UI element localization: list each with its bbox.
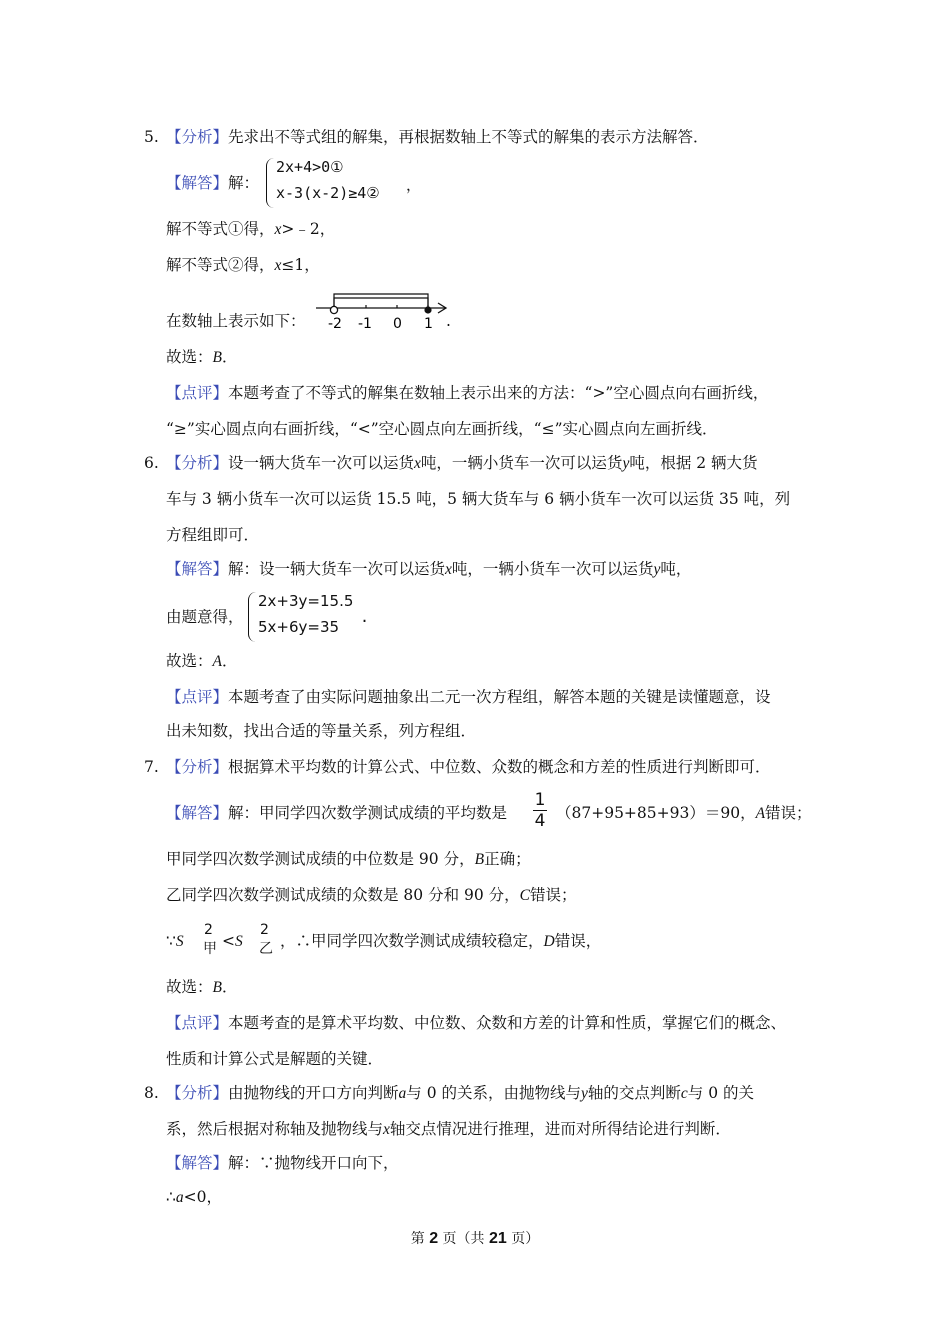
page-footer: 第 2 页（共 21 页） — [410, 1230, 540, 1247]
q7-line-2: 甲同学四次数学测试成绩的中位数是 90 分，B正确； — [166, 850, 531, 868]
solution-tag: 【解答】 — [166, 804, 229, 822]
q7-comment-1: 【点评】本题考查的是算术平均数、中位数、众数和方差的计算和性质，掌握它们的概念、 — [166, 1014, 787, 1032]
open-circle-icon — [330, 306, 337, 313]
variance-sup: 2 — [204, 922, 213, 938]
solid-dot-icon — [424, 306, 431, 313]
solution-bracket-upper — [334, 294, 428, 308]
q5-step2: 解不等式②得，x≤1， — [166, 256, 320, 274]
comment-tag: 【点评】 — [166, 688, 229, 706]
q7-analysis: 【分析】根据算术平均数的计算公式、中位数、众数的概念和方差的性质进行判断即可． — [166, 758, 771, 776]
q7-solution-cont: （87+95+85+93）＝90，A错误； — [556, 804, 812, 822]
comment-tag: 【点评】 — [166, 384, 229, 402]
q8-analysis-2: 系，然后根据对称轴及抛物线与x轴交点情况进行推理，进而对所得结论进行判断． — [166, 1120, 731, 1138]
solution-tag: 【解答】 — [166, 1154, 229, 1172]
brace — [248, 592, 256, 642]
q5-comment-1: 【点评】本题考查了不等式的解集在数轴上表示出来的方法：“>”空心圆点向右画折线， — [166, 384, 769, 402]
q6-system-intro: 由题意得， — [166, 608, 244, 626]
analysis-tag: 【分析】 — [166, 758, 229, 776]
q5-number: 5. — [144, 128, 159, 146]
q7-line-4-a: ∵S — [166, 932, 184, 950]
comment-tag: 【点评】 — [166, 1014, 229, 1032]
inequality-1: 2x+4>0① — [276, 158, 344, 176]
analysis-tag: 【分析】 — [166, 1084, 229, 1102]
denominator: 4 — [534, 811, 546, 831]
q6-number: 6. — [144, 454, 159, 472]
equation-2: 5x+6y=35 — [258, 618, 340, 636]
q6-analysis-2: 车与 3 辆小货车一次可以运货 15.5 吨，5 辆大货车与 6 辆小货车一次可以运货 35 吨，列 — [166, 490, 791, 508]
equation-1: 2x+3y=15.5 — [258, 592, 354, 610]
tick-label: -1 — [358, 316, 372, 332]
q6-comment-1: 【点评】本题考查了由实际问题抽象出二元一次方程组，解答本题的关键是读懂题意，设 — [166, 688, 771, 706]
q6-solution: 【解答】解：设一辆大货车一次可以运货x吨，一辆小货车一次可以运货y吨， — [166, 560, 692, 578]
q7-answer: 故选：B． — [166, 978, 238, 996]
analysis-text: 先求出不等式组的解集，再根据数轴上不等式的解集的表示方法解答． — [228, 128, 709, 146]
system-end: . — [360, 608, 370, 626]
q5-inequality-system — [266, 156, 426, 210]
total-pages: 21 — [489, 1230, 507, 1247]
q7-line-3: 乙同学四次数学测试成绩的众数是 80 分和 90 分，C错误； — [166, 886, 577, 904]
q8-line-2: ∴a<0， — [166, 1188, 222, 1206]
q5-comment-2: “≥”实心圆点向右画折线，“<”空心圆点向左画折线，“≤”实心圆点向左画折线． — [166, 420, 718, 438]
analysis-tag: 【分析】 — [166, 454, 229, 472]
solution-bracket-lower — [334, 298, 428, 308]
q6-answer: 故选：A． — [166, 652, 238, 670]
numberline-end: . — [446, 312, 451, 330]
q6-equation-system — [248, 590, 378, 644]
fraction-one-quarter — [532, 790, 548, 831]
q8-solution: 【解答】解：∵抛物线开口向下， — [166, 1154, 399, 1172]
solution-intro: 解： — [228, 174, 260, 192]
q7-comment-2: 性质和计算公式是解题的关键． — [166, 1050, 384, 1068]
tick-label: -2 — [328, 316, 342, 332]
q8-number: 8. — [144, 1084, 159, 1102]
q5-step1: 解不等式①得，x>﹣2， — [166, 220, 336, 238]
tick-label: 1 — [424, 316, 433, 332]
inequality-2: x-3(x-2)≥4② — [276, 184, 380, 202]
variance-sub: 乙 — [259, 941, 273, 957]
page-number: 2 — [429, 1230, 439, 1247]
q6-analysis-1: 【分析】设一辆大货车一次可以运货x吨，一辆小货车一次可以运货y吨，根据 2 辆大货 — [166, 454, 758, 472]
q5-numberline-text: 在数轴上表示如下： — [166, 312, 306, 330]
brace — [266, 158, 274, 208]
solution-tag: 【解答】 — [166, 560, 229, 578]
number-line-figure — [312, 288, 462, 334]
variance-sup: 2 — [260, 922, 269, 938]
q7-line-4-b: <S — [222, 932, 243, 950]
numerator: 1 — [534, 790, 546, 810]
q7-line-4-c: ，∴甲同学四次数学测试成绩较稳定，D错误， — [280, 932, 602, 950]
analysis-tag: 【分析】 — [166, 128, 229, 146]
system-end: ， — [406, 176, 422, 194]
q5-analysis — [166, 126, 709, 148]
q6-analysis-3: 方程组即可． — [166, 526, 260, 544]
q8-analysis-1: 【分析】由抛物线的开口方向判断a与 0 的关系，由抛物线与y轴的交点判断c与 0 的关 — [166, 1084, 755, 1102]
solution-tag: 【解答】 — [166, 174, 229, 192]
variance-sub: 甲 — [203, 941, 217, 957]
q7-number: 7. — [144, 758, 159, 776]
q7-solution: 【解答】解：甲同学四次数学测试成绩的平均数是 — [166, 804, 508, 822]
q6-comment-2: 出未知数，找出合适的等量关系，列方程组． — [166, 722, 477, 740]
tick-label: 0 — [393, 316, 402, 332]
q5-solution — [166, 172, 259, 194]
q5-answer: 故选：B． — [166, 348, 238, 366]
